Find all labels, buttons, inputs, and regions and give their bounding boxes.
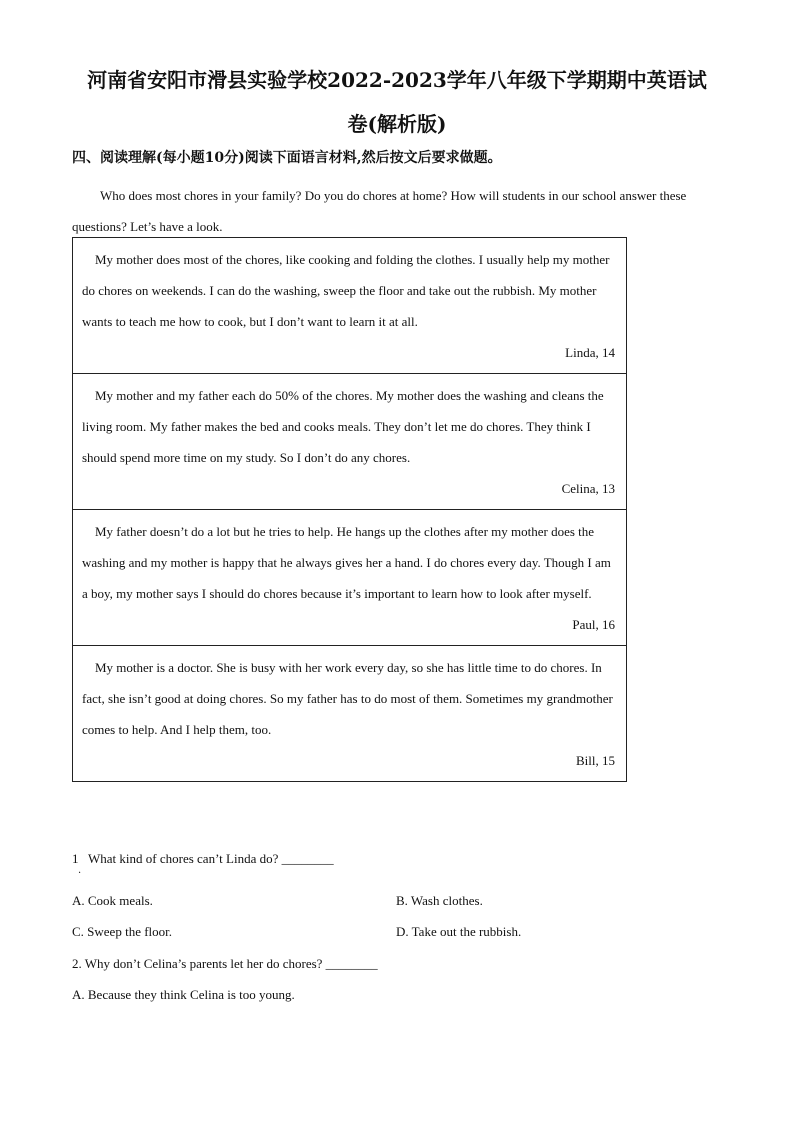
question-2-option-a: A. Because they think Celina is too young.: [72, 987, 295, 1002]
passage-signature: Bill, 15: [575, 753, 615, 768]
passage-text: My father doesn’t do a lot but he tries to help. He hangs up the clothes after my mother does the washing and my mother is happy that he always gives her a hand. I do chores every day. Though I am a boy, my mother says I should do chores because it’s important to learn how to look after myself.: [82, 524, 611, 601]
option-b: B. Wash clothes.: [396, 893, 483, 908]
passage-signature: Linda, 14: [565, 345, 615, 360]
passage-bill: [73, 646, 626, 781]
section-heading: 四、阅读理解(每小题10分)阅读下面语言材料,然后按文后要求做题。: [72, 150, 502, 166]
option-d: D. Take out the rubbish.: [396, 924, 522, 939]
question-number-dot: .: [78, 865, 82, 876]
option-c: C. Sweep the floor.: [72, 924, 173, 939]
passage-text: My mother does most of the chores, like cooking and folding the clothes. I usually help my mother do chores on weekends. I can do the washing, sweep the floor and take out the rubbish. My mother wants to teach me how to cook, but I don’t want to learn it at all.: [82, 252, 610, 329]
passage-paul: [73, 510, 626, 646]
passage-signature: Celina, 13: [561, 481, 615, 496]
passage-celina: [73, 374, 626, 510]
page-title-continued: 卷(解析版): [347, 112, 447, 136]
intro-paragraph: Who does most chores in your family? Do you do chores at home? How will students in our school answer these questions? Let’s have a look.: [72, 188, 687, 234]
option-a: A. Cook meals.: [72, 893, 153, 908]
question-text: What kind of chores can’t Linda do? ________: [88, 851, 334, 866]
passages-table: [72, 237, 627, 782]
question-number: 1: [72, 851, 79, 866]
passage-text: My mother and my father each do 50% of the chores. My mother does the washing and cleans the living room. My father makes the bed and cooks meals. They don’t let me do chores. They think I should spend more time on my study. So I don’t do any chores.: [82, 388, 604, 465]
passage-signature: Paul, 16: [572, 617, 615, 632]
passage-text: My mother is a doctor. She is busy with her work every day, so she has little time to do chores. In fact, she isn’t good at doing chores. So my father has to do most of them. Sometimes my grandmother comes to help. And I help them, too.: [82, 660, 613, 737]
question-2: 2. Why don’t Celina’s parents let her do chores? ________: [72, 956, 378, 971]
passage-linda: [73, 238, 626, 374]
question-1: [72, 849, 334, 869]
page-title: 河南省安阳市滑县实验学校2022-2023学年八年级下学期期中英语试: [87, 68, 707, 92]
